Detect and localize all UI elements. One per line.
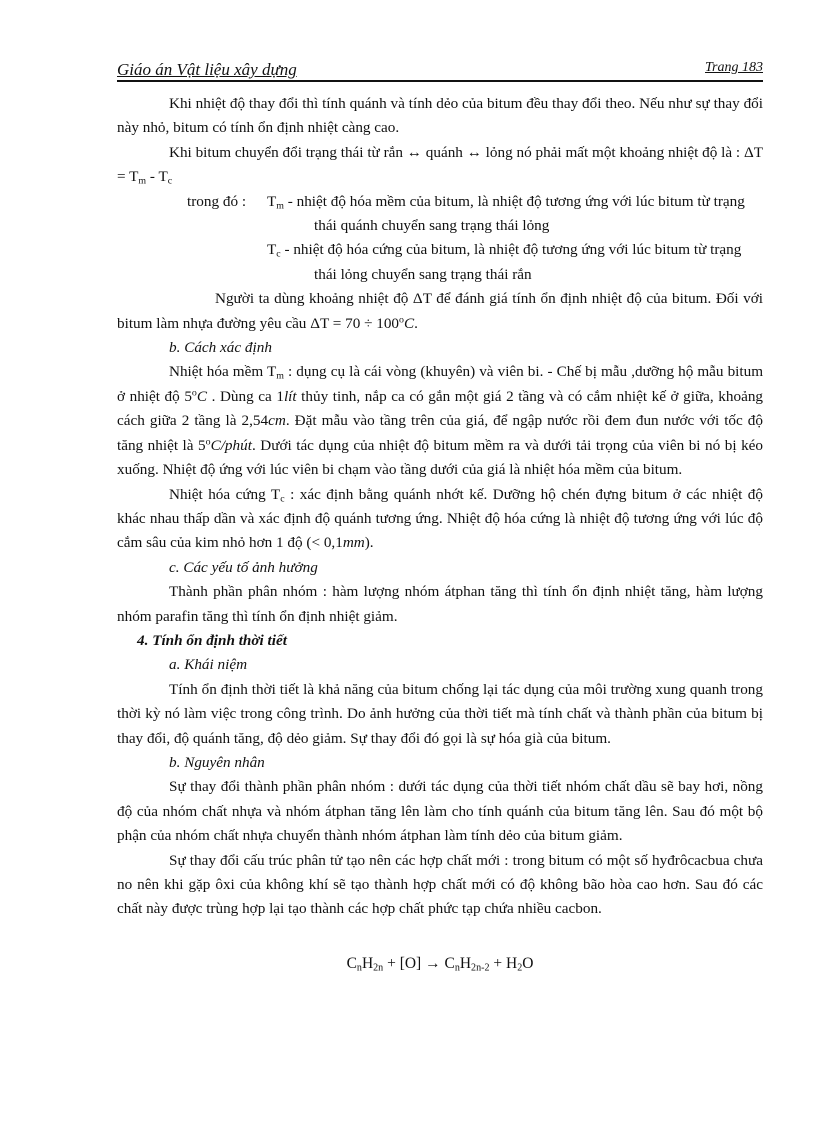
paragraph: Nhiệt hóa cứng $T_c$ : xác định bằng quánh nhớt kế. Dưỡng hộ chén đựng bitum ở các nhiệt độ khác nhau thấp dần và xác định độ quánh tương ứng. Nhiệt độ hóa cứng là nhiệt độ tương ứng với lúc độ cắm sâu của kim nhỏ hơn 1 độ (< 0,1mm). — [117, 485, 763, 552]
paragraph: Người ta dùng khoảng nhiệt độ ΔT để đánh giá tính ổn định nhiệt độ của bitum. Đối với bitum làm nhựa đường yêu cầu $\Delta T = 70 \div 100^oC$. — [117, 290, 763, 332]
definition-text: $T_m$ - nhiệt độ hóa mềm của bitum, là nhiệt độ tương ứng với lúc bitum từ trạng thái quánh chuyển sang trạng thái lỏng — [267, 192, 745, 235]
document-body — [117, 92, 763, 976]
definition-tm — [117, 190, 763, 239]
paragraph: Nhiệt hóa mềm $T_m$ : dụng cụ là cái vòng (khuyên) và viên bi. - Chế bị mẫu ,dưỡng hộ mẫu bitum ở nhiệt độ 5$^o$C . Dùng ca 1lít thủy tinh, nắp ca có gắn một giá 2 tầng và có cắm nhiệt kế ở giữa, khoảng cách giữa 2 tầng là 2,54cm. Đặt mẫu vào tầng trên của giá, để ngập nước rồi đem đun nước với tốc độ tăng nhiệt là 5$^o$C/phút. Dưới tác dụng của nhiệt độ bitum mềm ra và dưới tải trọng của viên bi nó bị kéo xuống. Nhiệt độ ứng với lúc viên bi chạm vào tầng dưới của giá là nhiệt hóa mềm của bitum. — [117, 363, 764, 479]
definition-tc — [117, 238, 763, 287]
subheading-a: a. Khái niệm — [169, 656, 248, 674]
paragraph: Khi nhiệt độ thay đổi thì tính quánh và tính dẻo của bitum đều thay đổi theo. Nếu như sự thay đổi này nhỏ, bitum có tính ổn định nhiệt càng cao. — [117, 95, 763, 137]
page-header — [117, 60, 763, 82]
paragraph: Sự thay đổi cấu trúc phân tử tạo nên các hợp chất mới : trong bitum có một số hyđrôcacbua chưa no nên khi gặp ôxi của không khí sẽ tạo thành hợp chất mới có độ không bão hòa cao hơn. Sau đó các chất này được trùng hợp lại tạo thành các hợp chất phức tạp chứa nhiều cacbon. — [117, 851, 763, 918]
paragraph: Tính ổn định thời tiết là khả năng của bitum chống lại tác dụng của môi trường xung quanh trong thời kỳ nó làm việc trong công trình. Do ảnh hưởng của thời tiết mà tính chất và thành phần của bitum bị thay đổi, độ quánh tăng, độ dẻo giảm. Sự thay đổi đó gọi là sự hóa già của bitum. — [117, 680, 763, 747]
paragraph: Thành phần phân nhóm : hàm lượng nhóm átphan tăng thì tính ổn định nhiệt tăng, hàm lượng nhóm parafin tăng thì tính ổn định nhiệt giảm. — [117, 583, 763, 625]
header-page-number: Trang 183 — [705, 60, 763, 75]
subheading-b2: b. Nguyên nhân — [169, 753, 265, 771]
paragraph: Sự thay đổi thành phần phân nhóm : dưới tác dụng của thời tiết nhóm chất dầu sẽ bay hơi, nồng độ của nhóm chất nhựa và nhóm átphan tăng lên làm cho tính quánh của bitum tăng lên. Sau đó một bộ phận của nhóm chất nhựa chuyển thành nhóm átphan làm tính dẻo của bitum giảm. — [117, 778, 763, 845]
arrow-icon: → — [425, 954, 441, 972]
section-heading: 4. Tính ổn định thời tiết — [137, 631, 287, 649]
subheading-c: c. Các yếu tố ảnh hưởng — [169, 558, 318, 576]
paragraph: Khi bitum chuyển đổi trạng thái từ rắn ↔ quánh ↔ lỏng nó phải mất một khoảng nhiệt độ là : $\Delta T = T_m - T_c$ — [117, 143, 763, 187]
chemical-equation: $C_nH_{2n} + [O] \to C_nH_{2n-2} + H_2O$ — [346, 954, 534, 974]
definition-text: $T_c$ - nhiệt độ hóa cứng của bitum, là nhiệt độ tương ứng với lúc bitum từ trạng thái lỏng chuyển sang trạng thái rắn — [267, 241, 742, 283]
header-divider — [117, 80, 763, 82]
subheading-b: b. Cách xác định — [169, 339, 272, 357]
definition-label: trong đó : — [187, 192, 247, 210]
header-title: Giáo án Vật liệu xây dựng — [117, 60, 297, 79]
